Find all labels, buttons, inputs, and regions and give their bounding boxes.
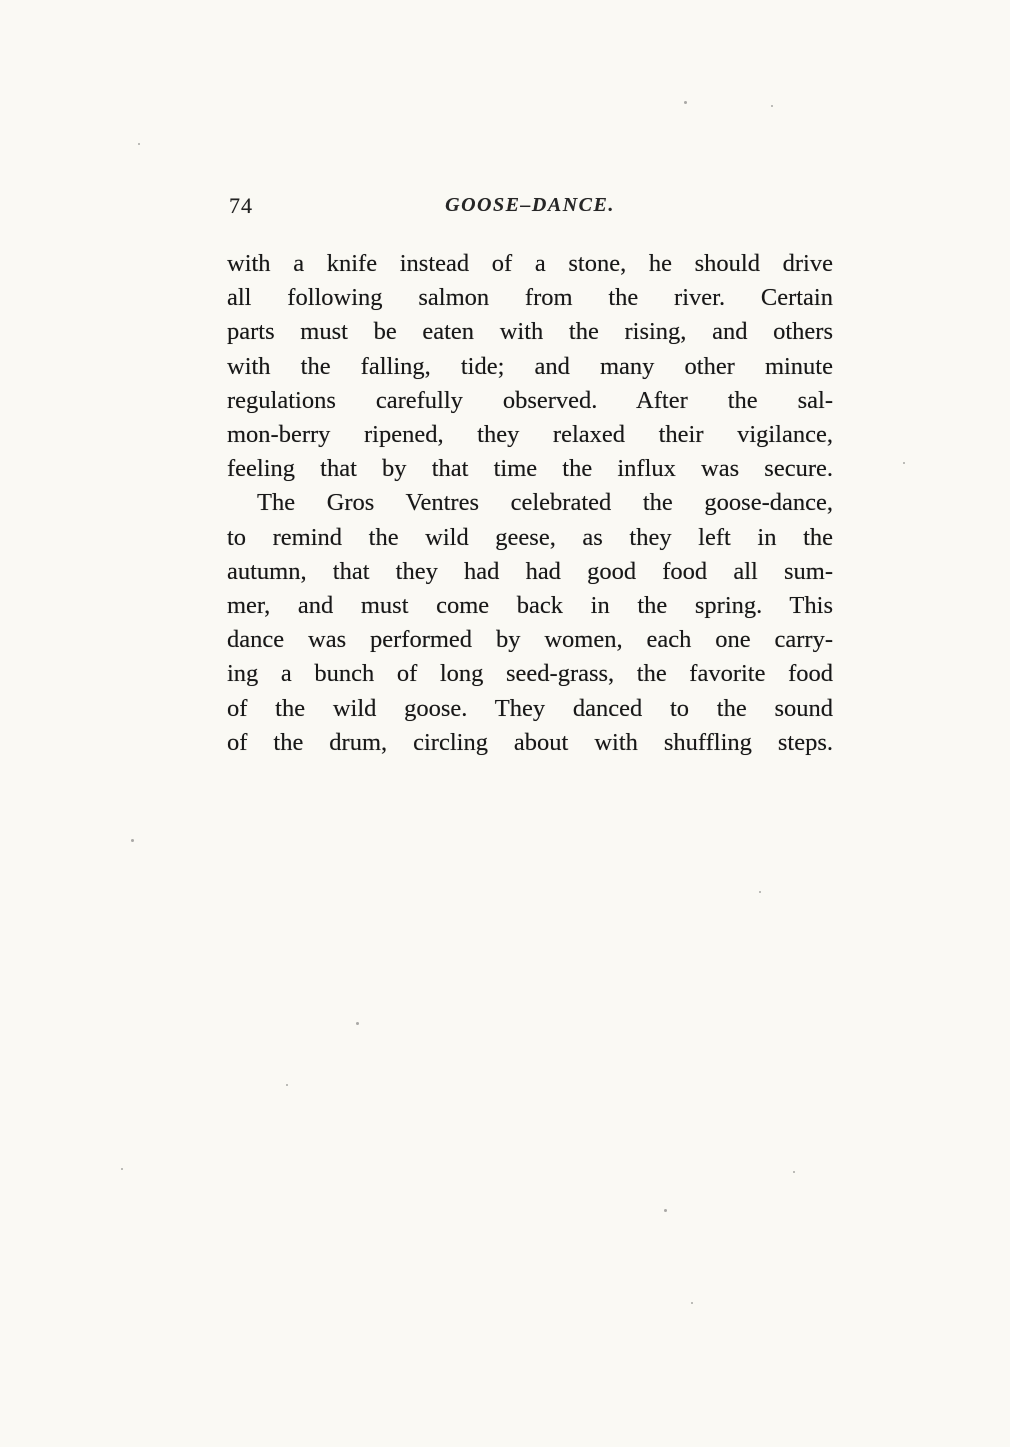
text-line: mer, and must come back in the spring. This <box>227 592 833 620</box>
text-line: of the wild goose. They danced to the sound <box>227 694 833 722</box>
body-text <box>227 247 833 760</box>
text-line: all following salmon from the river. Certain <box>227 284 833 312</box>
text-line: with the falling, tide; and many other minute <box>227 352 833 380</box>
scan-speckle <box>793 1171 795 1173</box>
text-line: ing a bunch of long seed-grass, the favorite food <box>227 660 833 688</box>
text-line: with a knife instead of a stone, he should drive <box>227 250 833 277</box>
page-header <box>227 190 833 220</box>
scan-speckle <box>286 1084 288 1086</box>
scan-speckle <box>759 891 761 893</box>
text-line: to remind the wild geese, as they left in the <box>227 523 833 551</box>
scan-speckle <box>121 1168 123 1170</box>
text-line: autumn, that they had had good food all sum- <box>227 557 833 585</box>
running-header-title: GOOSE–DANCE. <box>445 194 615 216</box>
paragraph <box>227 247 833 486</box>
scan-speckle <box>138 143 140 145</box>
scan-speckle <box>356 1022 359 1025</box>
text-line: dance was performed by women, each one carry- <box>227 626 833 654</box>
page-number: 74 <box>229 193 253 218</box>
paragraph <box>227 486 833 760</box>
scan-speckle <box>771 105 773 107</box>
text-line: of the drum, circling about with shuffling steps. <box>227 728 833 756</box>
scan-speckle <box>684 101 687 104</box>
text-line: regulations carefully observed. After the sal- <box>227 386 833 414</box>
text-line: mon-berry ripened, they relaxed their vigilance, <box>227 421 833 449</box>
scan-speckle <box>131 839 134 842</box>
text-line: feeling that by that time the influx was secure. <box>227 455 833 483</box>
text-line: The Gros Ventres celebrated the goose-dance, <box>257 489 833 517</box>
scan-speckle <box>664 1209 667 1212</box>
text-line: parts must be eaten with the rising, and others <box>227 318 833 346</box>
scan-speckle <box>691 1302 693 1304</box>
scan-speckle <box>903 462 905 464</box>
